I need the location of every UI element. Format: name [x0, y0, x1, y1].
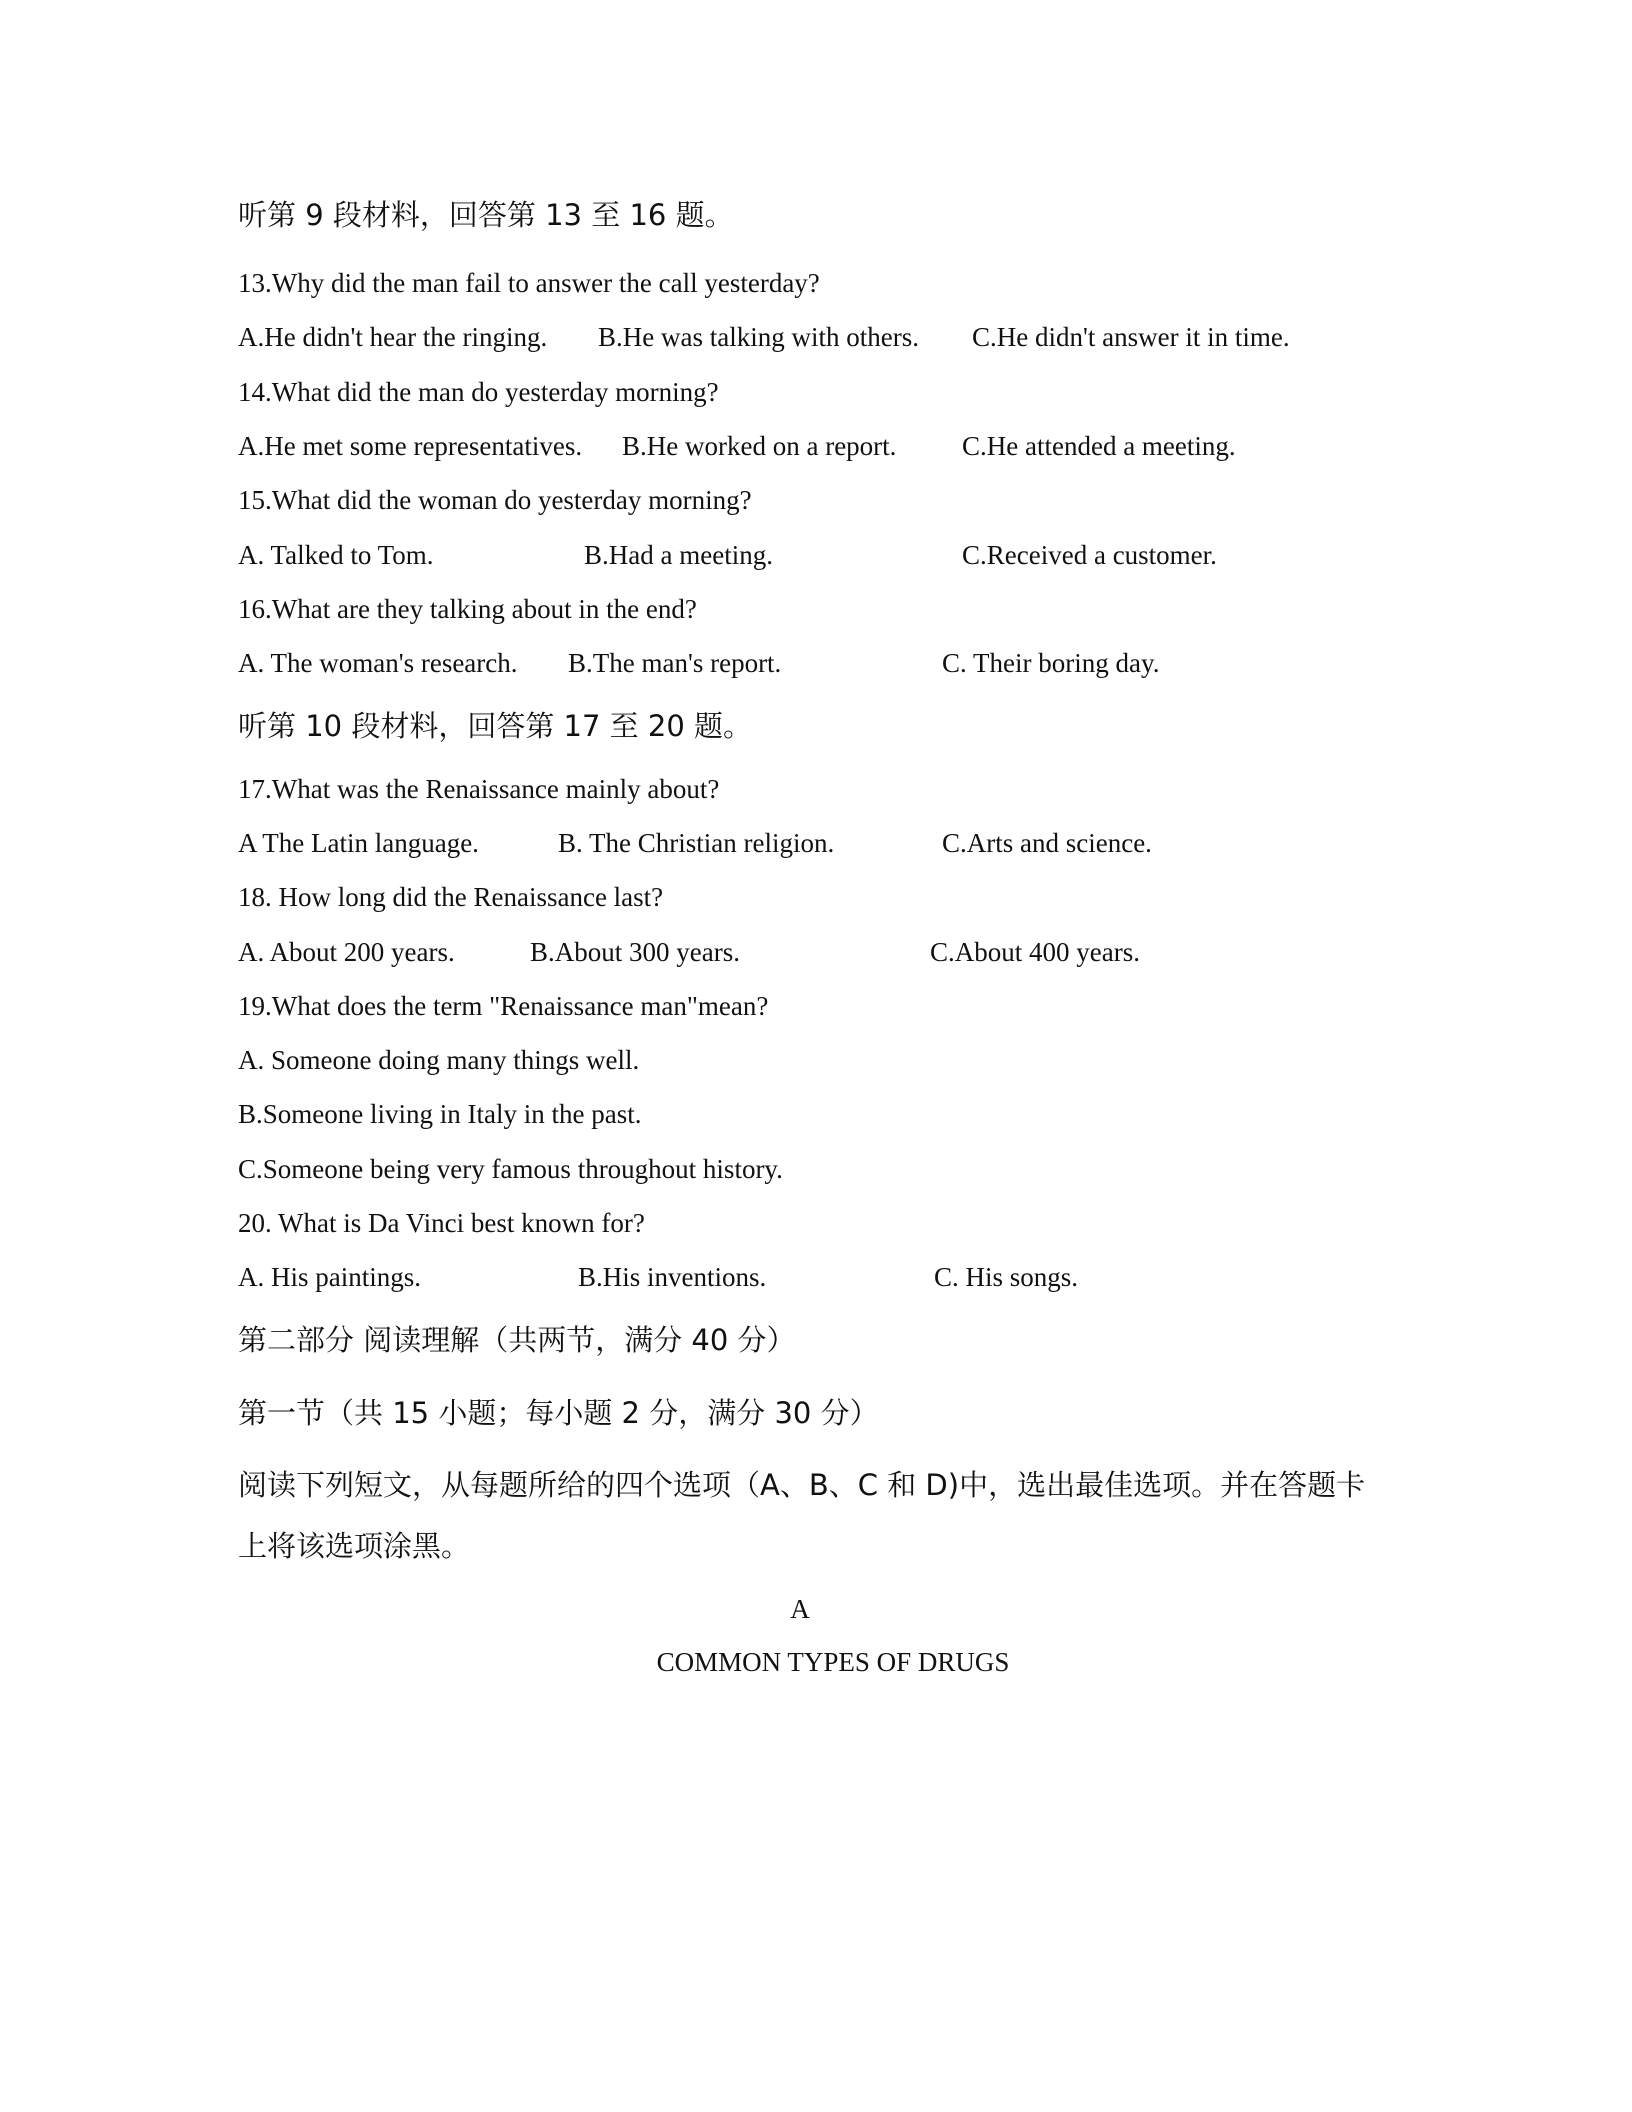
question-14-option-b: B.He worked on a report. [622, 431, 897, 461]
question-17-stem: 17.What was the Renaissance mainly about? [238, 774, 720, 804]
question-16-option-c: C. Their boring day. [942, 648, 1160, 678]
question-19-option-c: C.Someone being very famous throughout history. [238, 1154, 783, 1184]
question-18-option-b: B.About 300 years. [530, 937, 740, 967]
part2-title: 第二部分 阅读理解（共两节，满分 40 分） [238, 1323, 796, 1357]
question-16-option-a: A. The woman's research. [238, 648, 518, 678]
question-17-option-c: C.Arts and science. [942, 828, 1152, 858]
question-16-option-b: B.The man's report. [568, 648, 782, 678]
question-14-option-c: C.He attended a meeting. [962, 431, 1236, 461]
question-16-stem: 16.What are they talking about in the end? [238, 594, 697, 624]
question-14-stem: 14.What did the man do yesterday morning? [238, 377, 719, 407]
question-19-option-b: B.Someone living in Italy in the past. [238, 1099, 642, 1129]
part2-instructions-line2: 上将该选项涂黑。 [238, 1529, 471, 1563]
question-13-option-a: A.He didn't hear the ringing. [238, 322, 548, 352]
passage-label: A [790, 1594, 810, 1624]
question-13-stem: 13.Why did the man fail to answer the call yesterday? [238, 268, 820, 298]
question-19-stem: 19.What does the term "Renaissance man"mean? [238, 991, 769, 1021]
section-heading-9: 听第 9 段材料，回答第 13 至 16 题。 [238, 198, 734, 232]
question-13-option-c: C.He didn't answer it in time. [972, 322, 1290, 352]
question-15-option-b: B.Had a meeting. [584, 540, 773, 570]
question-18-stem: 18. How long did the Renaissance last? [238, 882, 664, 912]
question-19-option-a: A. Someone doing many things well. [238, 1045, 640, 1075]
question-20-option-a: A. His paintings. [238, 1262, 422, 1292]
section-heading-10: 听第 10 段材料，回答第 17 至 20 题。 [238, 709, 753, 743]
question-17-option-b: B. The Christian religion. [558, 828, 835, 858]
question-20-option-b: B.His inventions. [578, 1262, 767, 1292]
question-14-option-a: A.He met some representatives. [238, 431, 583, 461]
question-20-stem: 20. What is Da Vinci best known for? [238, 1208, 645, 1238]
question-18-option-c: C.About 400 years. [930, 937, 1140, 967]
passage-title: COMMON TYPES OF DRUGS [656, 1647, 1010, 1677]
question-15-option-c: C.Received a customer. [962, 540, 1217, 570]
question-15-option-a: A. Talked to Tom. [238, 540, 434, 570]
part2-instructions-line1: 阅读下列短文，从每题所给的四个选项（A、B、C 和 D)中，选出最佳选项。并在答题卡 [238, 1468, 1366, 1502]
question-18-option-a: A. About 200 years. [238, 937, 455, 967]
part2-section1-title: 第一节（共 15 小题；每小题 2 分，满分 30 分） [238, 1396, 879, 1430]
question-13-option-b: B.He was talking with others. [598, 322, 919, 352]
question-17-option-a: A The Latin language. [238, 828, 479, 858]
question-15-stem: 15.What did the woman do yesterday morning? [238, 485, 752, 515]
question-20-option-c: C. His songs. [934, 1262, 1079, 1292]
